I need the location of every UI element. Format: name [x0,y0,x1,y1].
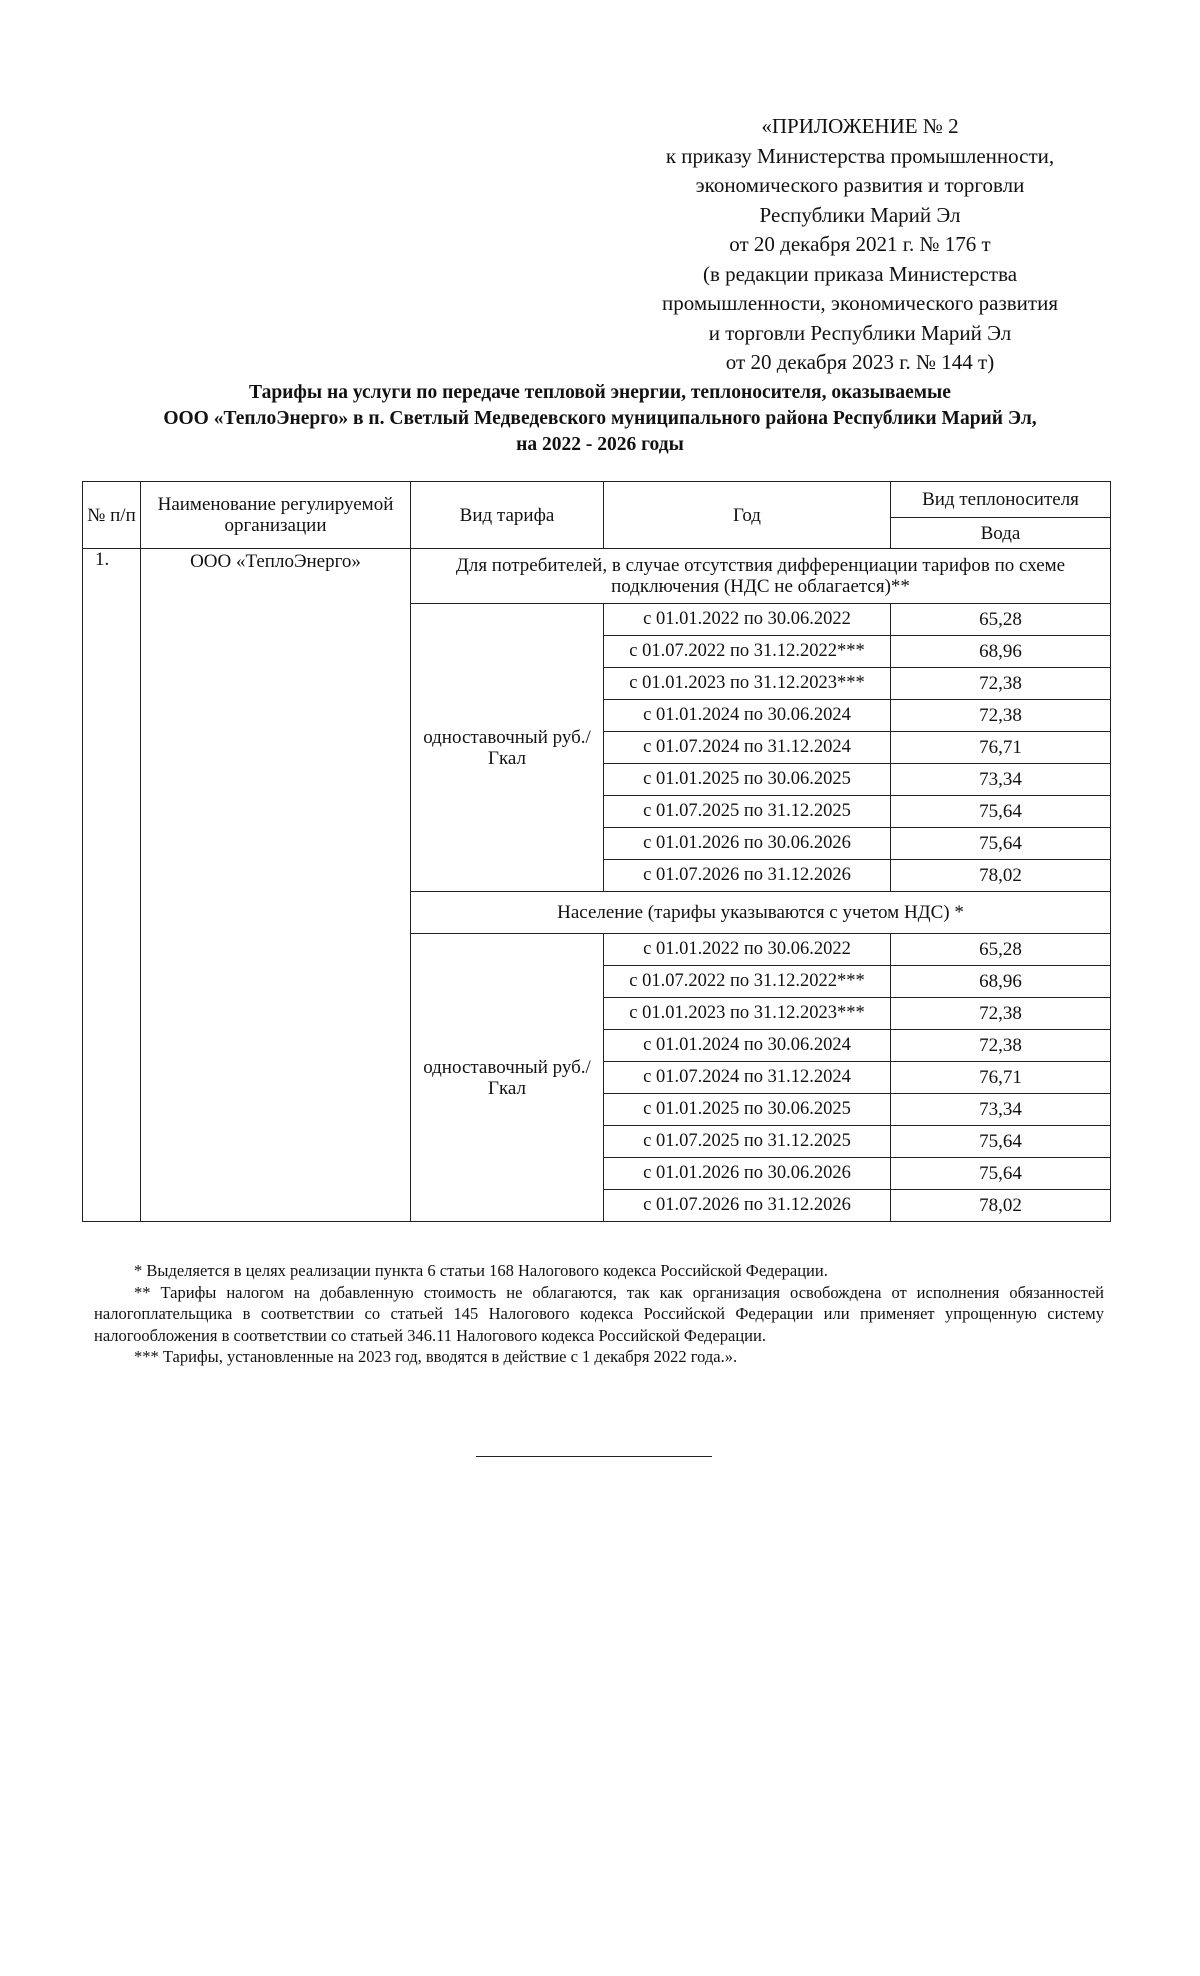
value-cell: 65,28 [891,934,1111,966]
period-cell: с 01.01.2026 по 30.06.2026 [604,828,891,860]
tariff-type: одноставочный руб./Гкал [411,604,604,892]
period-cell: с 01.01.2025 по 30.06.2025 [604,1094,891,1126]
group-heading: Население (тарифы указываются с учетом НДС) * [411,892,1111,934]
header-line: «ПРИЛОЖЕНИЕ № 2 [761,114,959,138]
group-heading-row [83,549,1111,604]
header-line: Республики Марий Эл [759,202,961,227]
value-cell: 72,38 [891,1030,1111,1062]
header-water: Вода [891,518,1111,549]
period-cell: с 01.01.2022 по 30.06.2022 [604,604,891,636]
value-cell: 68,96 [891,636,1111,668]
value-cell: 78,02 [891,1190,1111,1222]
appendix-header [620,112,1100,378]
period-cell: с 01.07.2024 по 31.12.2024 [604,1062,891,1094]
document-title [80,380,1120,458]
value-cell: 68,96 [891,966,1111,998]
title-line: Тарифы на услуги по передаче тепловой энергии, теплоносителя, оказываемые [249,382,951,403]
footnote: * Выделяется в целях реализации пункта 6 статьи 168 Налогового кодекса Российской Федерации. [134,1261,828,1280]
value-cell: 75,64 [891,1126,1111,1158]
title-line: ООО «ТеплоЭнерго» в п. Светлый Медведевского муниципального района Республики Марий Эл, [163,408,1037,429]
value-cell: 75,64 [891,828,1111,860]
period-cell: с 01.01.2023 по 31.12.2023*** [604,668,891,700]
value-cell: 75,64 [891,796,1111,828]
value-cell: 72,38 [891,700,1111,732]
value-cell: 72,38 [891,998,1111,1030]
footnote: *** Тарифы, установленные на 2023 год, вводятся в действие с 1 декабря 2022 года.». [134,1347,738,1366]
period-cell: с 01.07.2024 по 31.12.2024 [604,732,891,764]
header-line: от 20 декабря 2021 г. № 176 т [729,232,991,256]
header-line: экономического развития и торговли [695,173,1025,197]
period-cell: с 01.07.2025 по 31.12.2025 [604,1126,891,1158]
period-cell: с 01.01.2024 по 30.06.2024 [604,700,891,732]
organization-name: ООО «ТеплоЭнерго» [141,549,411,1222]
row-number: 1. [83,549,141,1222]
header-line: от 20 декабря 2023 г. № 144 т) [725,350,995,374]
value-cell: 73,34 [891,764,1111,796]
period-cell: с 01.01.2023 по 31.12.2023*** [604,998,891,1030]
period-cell: с 01.07.2026 по 31.12.2026 [604,1190,891,1222]
footnote: ** Тарифы налогом на добавленную стоимость не облагаются, так как организация освобождена от исполнения обязанностей налогоплательщика в соответствии со статьей 145 Налогового кодекса Российской Федерации или применяет упрощенную систему налогообложения в соответствии со статьей 346.11 Налогового кодекса Российской Федерации. [94,1282,1104,1345]
value-cell: 78,02 [891,860,1111,892]
header-carrier: Вид теплоносителя [891,482,1111,518]
value-cell: 73,34 [891,1094,1111,1126]
table-header-row [83,482,1111,518]
header-line: к приказу Министерства промышленности, [665,143,1055,168]
period-cell: с 01.07.2026 по 31.12.2026 [604,860,891,892]
period-cell: с 01.07.2022 по 31.12.2022*** [604,966,891,998]
period-cell: с 01.01.2026 по 30.06.2026 [604,1158,891,1190]
value-cell: 75,64 [891,1158,1111,1190]
footnotes [94,1260,1104,1368]
period-cell: с 01.07.2022 по 31.12.2022*** [604,636,891,668]
period-cell: с 01.01.2024 по 30.06.2024 [604,1030,891,1062]
value-cell: 76,71 [891,1062,1111,1094]
header-org: Наименование регулируемой организации [141,482,411,549]
header-line: и торговли Республики Марий Эл [708,320,1012,345]
header-line: (в редакции приказа Министерства [702,261,1018,286]
tariff-table [82,481,1111,1222]
value-cell: 76,71 [891,732,1111,764]
value-cell: 65,28 [891,604,1111,636]
period-cell: с 01.01.2022 по 30.06.2022 [604,934,891,966]
title-line: на 2022 - 2026 годы [516,434,684,455]
header-line: промышленности, экономического развития [661,291,1058,315]
tariff-type: одноставочный руб./Гкал [411,934,604,1222]
closing-rule [476,1456,712,1457]
header-year: Год [604,482,891,549]
period-cell: с 01.01.2025 по 30.06.2025 [604,764,891,796]
value-cell: 72,38 [891,668,1111,700]
period-cell: с 01.07.2025 по 31.12.2025 [604,796,891,828]
header-num: № п/п [83,482,141,549]
group-heading: Для потребителей, в случае отсутствия дифференциации тарифов по схеме подключения (НДС не облагается)** [411,549,1111,604]
header-tariff-type: Вид тарифа [411,482,604,549]
